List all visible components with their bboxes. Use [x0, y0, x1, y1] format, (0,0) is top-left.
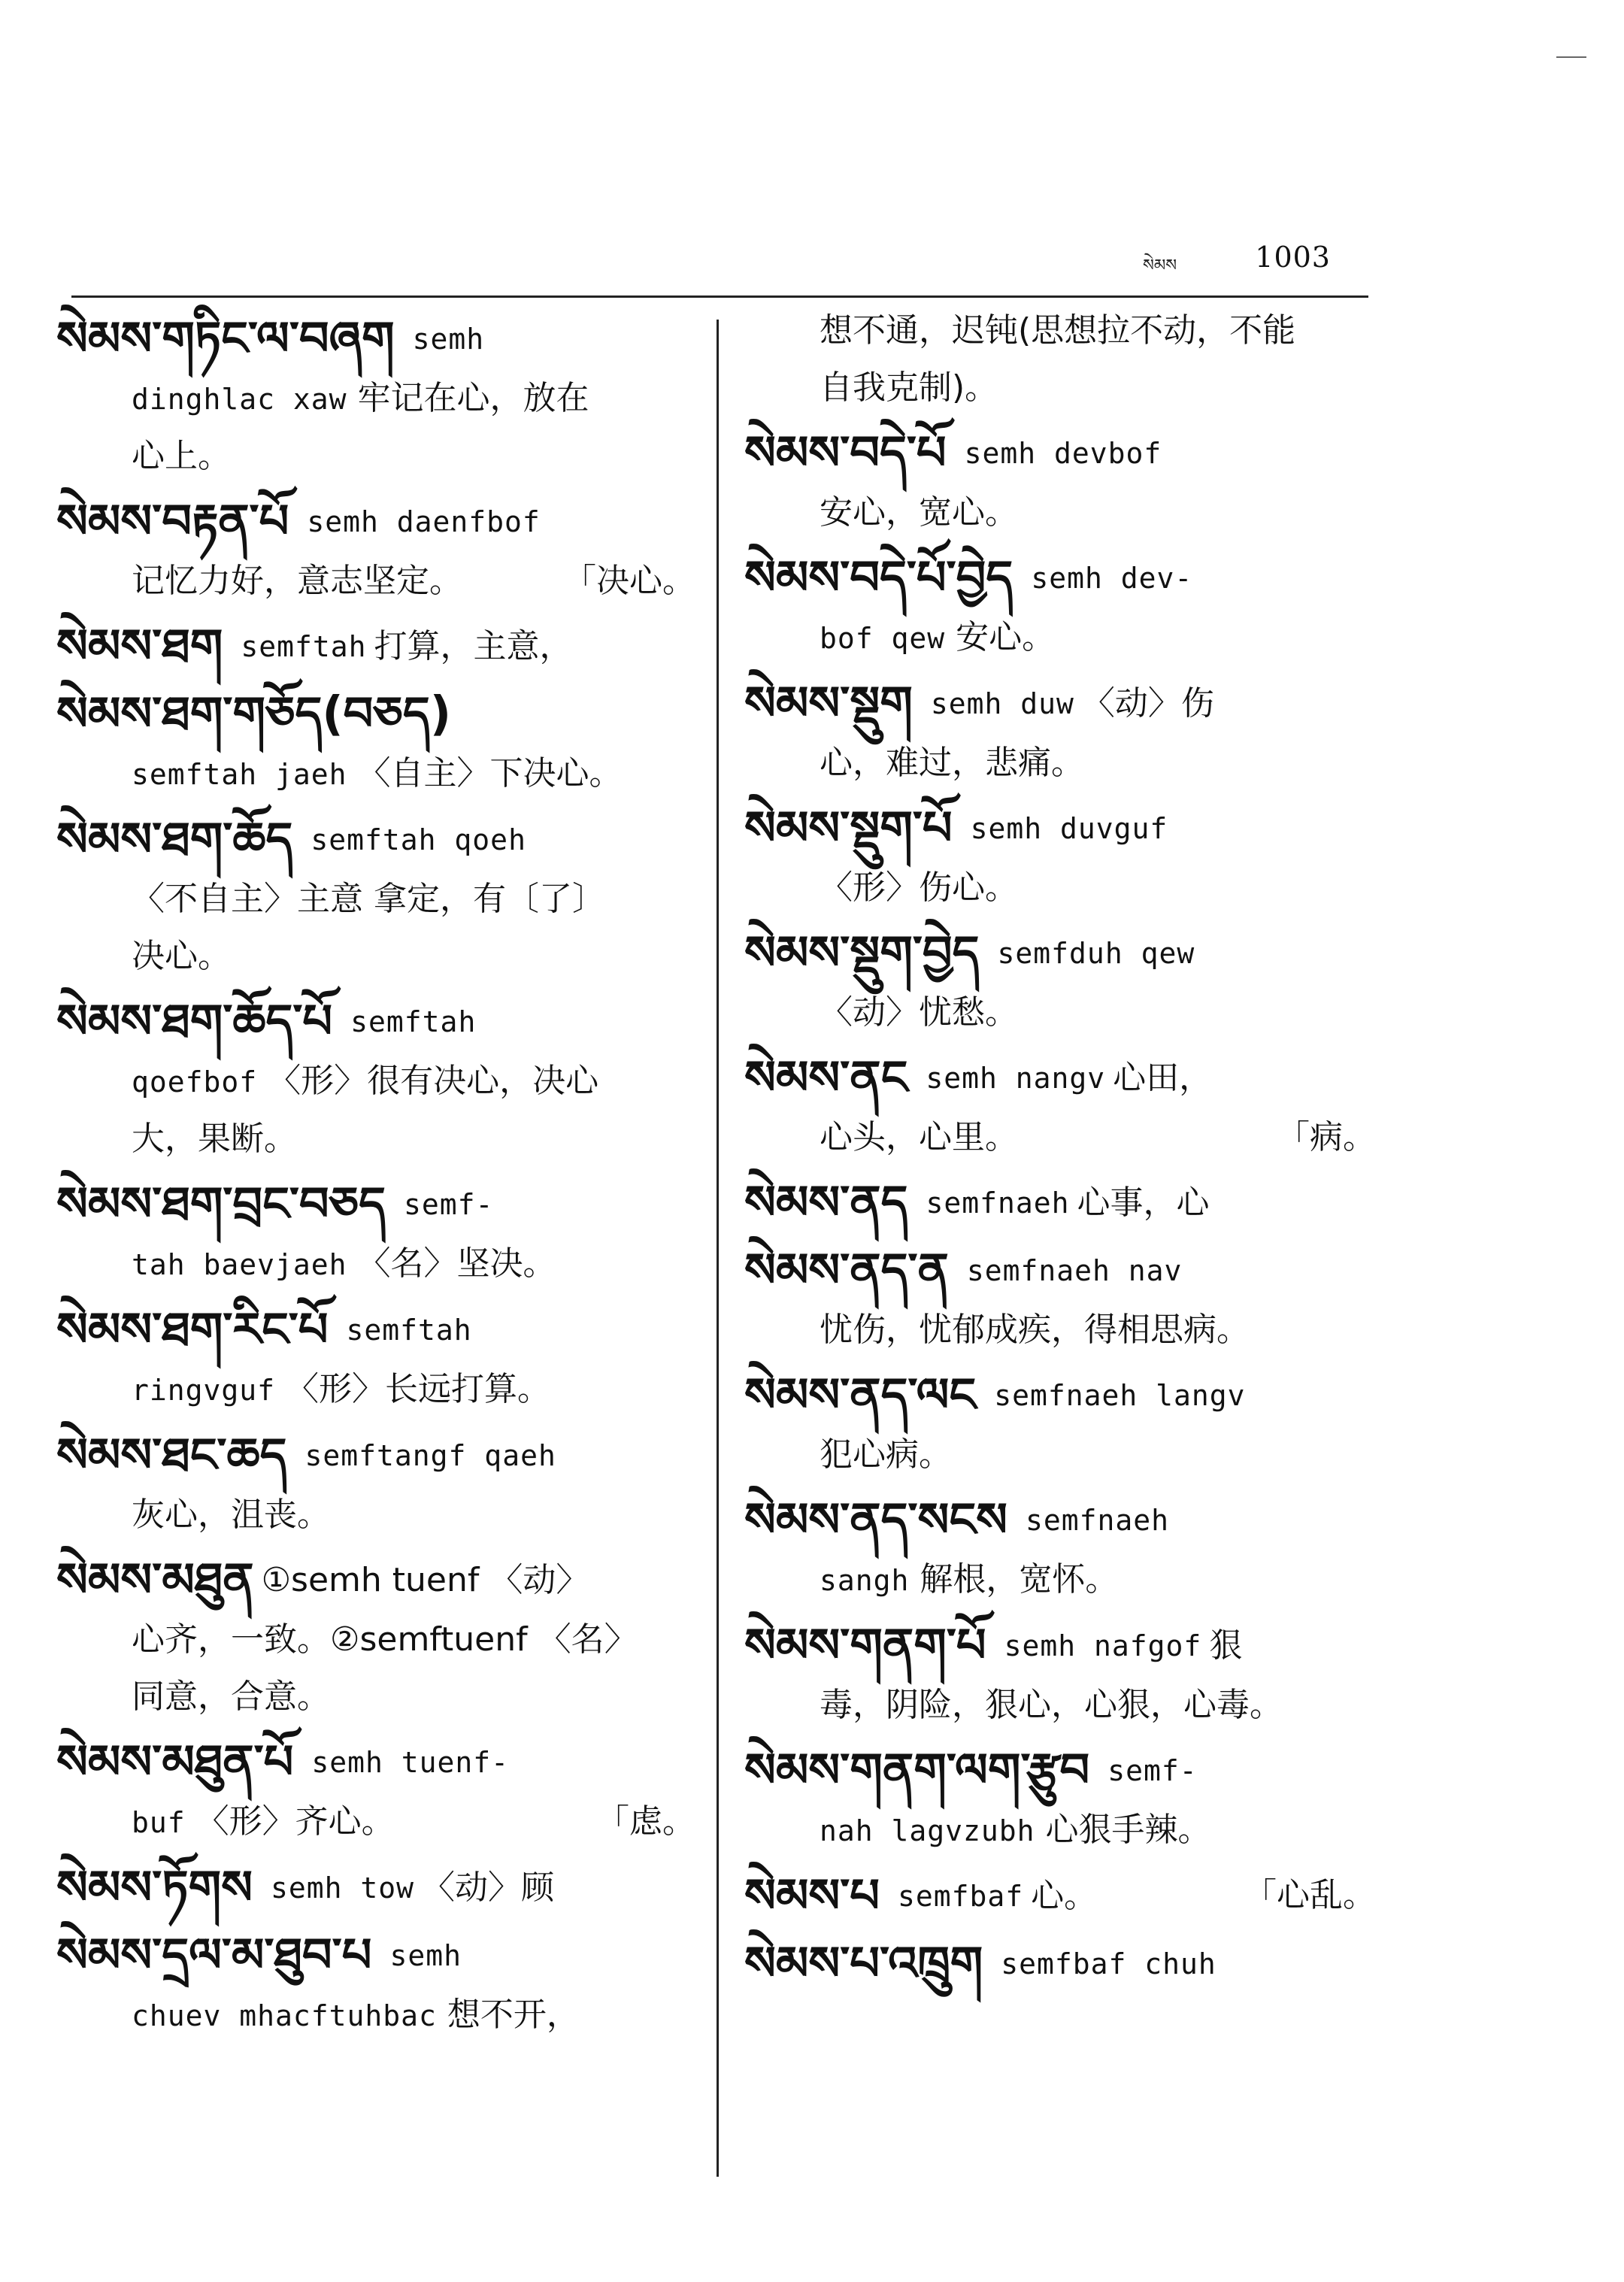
tibetan-headword: སེམས་མཐུན: [56, 1552, 254, 1608]
entry-continuation: [56, 1489, 695, 1541]
tibetan-headword: སེམས་ཐག་ཆོད་པོ: [56, 993, 333, 1049]
entry-continuation: [56, 430, 695, 483]
definition-text: 安心。: [945, 618, 1056, 656]
definition-text: 〈形〉伤心。: [820, 868, 1018, 907]
entry-continuation: [56, 1238, 695, 1291]
tibetan-headword: སེམས་གནག་ལག་རྩུབ: [744, 1742, 1090, 1798]
tibetan-headword: སེམས་གནག་པོ: [744, 1617, 986, 1673]
dictionary-entry: [744, 1236, 1376, 1356]
gloss: 心田，: [1113, 1058, 1213, 1097]
entry-continuation: [56, 555, 695, 608]
romanization: semftah: [241, 629, 367, 663]
definition-text: 记忆力好，意志坚定。: [132, 562, 462, 600]
entry-headline: [56, 680, 695, 747]
romanization: semfnaeh langv: [994, 1378, 1246, 1412]
romanization: semf-: [1107, 1753, 1198, 1787]
definition-text: 〈形〉齐心。: [185, 1802, 395, 1841]
entry-continuation: [56, 747, 695, 801]
dictionary-entry: [56, 1728, 695, 1849]
romanization: semh nafgof: [1004, 1629, 1202, 1662]
definition-text: 牢记在心，放在: [347, 379, 589, 417]
entry-continuation: [56, 1671, 695, 1723]
definition-text: 心头，心里。: [820, 1118, 1018, 1156]
left-column: [56, 305, 695, 2047]
tibetan-headword: སེམས་ནད: [744, 1174, 908, 1230]
tibetan-headword: སེམས་བདེ་པོ: [744, 425, 947, 480]
overflow-note: 「心乱。: [1244, 1876, 1376, 1914]
tibetan-headword: སེམས་དྲལ་མ་ཐུབ་པ: [56, 1927, 372, 1983]
definition-text: 心，难过，悲痛。: [820, 744, 1084, 782]
entry-headline: [56, 1546, 695, 1614]
romanization: semh dev-: [1031, 561, 1193, 595]
tibetan-headword: སེམས་པ: [744, 1868, 880, 1923]
margin-mark: [1556, 56, 1586, 58]
tibetan-headword: སེམས་ནད་ན: [744, 1242, 949, 1298]
romanization: semftah: [346, 1313, 472, 1347]
dictionary-entry: [744, 1611, 1376, 1732]
entry-continuation: [744, 1553, 1376, 1607]
dictionary-entry: [744, 419, 1376, 539]
header-rule: [71, 295, 1368, 298]
dictionary-entry: [744, 669, 1376, 789]
dictionary-entry: [744, 1486, 1376, 1607]
right-column: [744, 305, 1376, 1997]
tibetan-headword: སེམས་ནད་ལང: [744, 1367, 977, 1423]
tibetan-headword: སེམས་ཏོགས: [56, 1859, 253, 1915]
definition-text: 〈不自主〉主意 拿定，有〔了〕: [132, 880, 605, 918]
gloss: 〈动〉顾: [422, 1868, 554, 1907]
dictionary-entry: [56, 1546, 695, 1723]
page-number: 1003: [1255, 241, 1331, 274]
romanization: semfbaf chuh: [1001, 1947, 1216, 1980]
tibetan-headword: སེམས་བརྟན་པོ: [56, 493, 289, 549]
entry-continuation: [56, 1614, 695, 1666]
dictionary-entry: [56, 1921, 695, 2042]
entry-continuation: [56, 1989, 695, 2042]
entry-continuation: [744, 737, 1376, 789]
entry-headline: [56, 805, 695, 873]
entry-headline: [56, 1296, 695, 1363]
entry-headline: [744, 1486, 1376, 1553]
entry-headline: [56, 1421, 695, 1489]
dictionary-entry: [744, 544, 1376, 665]
gloss: 〈动〉伤: [1081, 683, 1214, 723]
entry-continuation: [744, 1111, 1376, 1164]
dictionary-entry: [744, 1736, 1376, 1857]
dictionary-entry: [744, 1044, 1376, 1164]
definition-text: 大，果断。: [132, 1120, 297, 1158]
running-head: སེམས: [1143, 256, 1177, 275]
romanization: semfnaeh: [1026, 1503, 1170, 1537]
entry-continuation: [744, 1429, 1376, 1481]
entry-headline: [56, 987, 695, 1055]
romanization: nah lagvzubh: [820, 1814, 1035, 1847]
entry-headline: [744, 919, 1376, 986]
definition-text: 毒，阴险，狠心，心狠，心毒。: [820, 1686, 1283, 1724]
dictionary-entry: [744, 794, 1376, 914]
romanization: semfnaeh: [926, 1186, 1070, 1220]
tibetan-headword: སེམས་མཐུན་པོ: [56, 1734, 294, 1790]
definition-text: 心上。: [132, 437, 231, 475]
dictionary-entry: [56, 305, 695, 483]
dictionary-entry: [56, 487, 695, 608]
dictionary-entry: [744, 919, 1376, 1039]
tibetan-headword: སེམས་ཐག་གཅོད(བཅད): [56, 686, 452, 741]
entry-continuation: [56, 1113, 695, 1165]
column-divider: [717, 320, 719, 2177]
tibetan-headword: སེམས་ནང: [744, 1050, 908, 1105]
romanization: semh tow: [270, 1871, 414, 1905]
dictionary-entry: [56, 1853, 695, 1921]
entry-continuation: [744, 1804, 1376, 1857]
definition-text: 犯心病。: [820, 1435, 952, 1474]
romanization: qoefbof: [132, 1065, 258, 1099]
definition-text: 〈形〉长远打算。: [275, 1370, 551, 1408]
definition-text: 决心。: [132, 937, 231, 975]
romanization: semftah jaeh: [132, 758, 347, 791]
definition-text: 〈自主〉下决心。: [347, 754, 623, 792]
definition-text: 想不开，: [436, 1996, 580, 2034]
entry-continuation: [744, 862, 1376, 914]
entry-headline: [744, 1044, 1376, 1111]
entry-headline: [56, 1728, 695, 1796]
dictionary-entry: [56, 987, 695, 1165]
entry-headline: [744, 1736, 1376, 1804]
dictionary-entry: [56, 612, 695, 680]
definition-text: 灰心，沮丧。: [132, 1496, 330, 1534]
entry-continuation: [744, 486, 1376, 539]
romanization: semh tuenf-: [311, 1745, 510, 1779]
entry-headline: [744, 1361, 1376, 1429]
entry-headline: [56, 1170, 695, 1238]
romanization: bof qew: [820, 622, 946, 655]
entry-continuation: [744, 611, 1376, 665]
gloss: 心。: [1031, 1876, 1098, 1915]
tibetan-headword: སེམས་སྡུག་བྱེད: [744, 925, 980, 980]
gloss: ①semh tuenf 〈动〉: [261, 1560, 589, 1599]
dictionary-entry: [744, 1862, 1376, 1929]
romanization: semf-: [403, 1187, 494, 1221]
definition-text: 〈名〉坚决。: [347, 1244, 556, 1283]
romanization: ringvguf: [132, 1374, 276, 1407]
definition-text: 解根，宽怀。: [909, 1560, 1119, 1599]
romanization: semh duw: [930, 686, 1074, 720]
romanization: sangh: [820, 1564, 910, 1597]
tibetan-headword: སེམས་བདེ་པོ་བྱེད: [744, 550, 1013, 605]
entry-continuation: [744, 986, 1376, 1039]
tibetan-headword: སེམས་སྡུག: [744, 675, 913, 731]
romanization: semfnaeh nav: [966, 1253, 1183, 1287]
entry-continuation: 想不通，迟钝(思想拉不动，不能: [820, 311, 1296, 350]
tibetan-headword: སེམས་ཐག་ཆོད: [56, 811, 293, 867]
tibetan-headword: སེམས་པ་འཁྲུག: [744, 1935, 983, 1991]
entry-continuation: [56, 873, 695, 926]
tibetan-headword: སེམས་ཐག: [56, 618, 223, 674]
entry-headline: [744, 794, 1376, 862]
definition-text: 〈动〉忧愁。: [820, 993, 1018, 1032]
gloss: 狠: [1209, 1626, 1243, 1665]
entry-headline: [56, 305, 695, 372]
entry-continuation: [56, 1055, 695, 1108]
romanization: semftah: [350, 1005, 477, 1038]
tibetan-headword: སེམས་ཐག་བྲང་བཅད: [56, 1176, 386, 1232]
romanization: tah baevjaeh: [132, 1248, 347, 1281]
romanization: chuev mhacftuhbac: [132, 1999, 437, 2032]
gloss: 心事，心: [1077, 1183, 1210, 1222]
romanization: semh nangv: [926, 1061, 1106, 1095]
entry-continuation: [744, 1679, 1376, 1732]
entry-headline: [56, 487, 695, 555]
entry-headline: [56, 1853, 695, 1921]
entry-headline: [56, 1921, 695, 1989]
dictionary-entry: [56, 805, 695, 983]
entry-continuation: [56, 930, 695, 983]
romanization: semh: [412, 322, 485, 356]
dictionary-entry: [56, 1170, 695, 1291]
definition-text: 同意，合意。: [132, 1677, 330, 1716]
dictionary-entry: [56, 680, 695, 801]
entry-headline: [744, 669, 1376, 737]
entry-continuation: [56, 372, 695, 426]
tibetan-headword: སེམས་ནད་སངས: [744, 1492, 1007, 1547]
page-header: [1128, 241, 1331, 286]
dictionary-entry: [56, 1421, 695, 1541]
tibetan-headword: སེམས་སྡུག་པོ: [744, 800, 953, 856]
definition-text: 安心，宽心。: [820, 493, 1018, 532]
romanization: semh daenfbof: [307, 505, 541, 538]
romanization: semh devbof: [964, 436, 1162, 470]
dictionary-entry: [744, 1168, 1376, 1236]
gloss: 打算，主意，: [374, 626, 573, 665]
tibetan-headword: སེམས་ཐང་ཆད: [56, 1427, 287, 1483]
entry-continuation: [744, 1304, 1376, 1356]
romanization: semh duvguf: [970, 811, 1168, 845]
entry-headline: [744, 419, 1376, 486]
entry-continuation: 自我克制)。: [820, 368, 998, 407]
entry-headline: [744, 544, 1376, 611]
definition-text: 忧伤，忧郁成疾，得相思病。: [820, 1311, 1250, 1349]
romanization: semfduh qew: [997, 936, 1195, 970]
entry-continuation: [56, 1363, 695, 1417]
definition-text: 心狠手辣。: [1035, 1811, 1211, 1849]
entry-headline: [744, 1236, 1376, 1304]
romanization: buf: [132, 1806, 186, 1839]
tibetan-headword: སེམས་གཏིང་ལ་བཞག: [56, 311, 395, 366]
romanization: semftangf qaeh: [304, 1438, 556, 1472]
romanization: semfbaf: [898, 1879, 1024, 1913]
romanization: semh: [389, 1938, 462, 1972]
entry-headline: [744, 1929, 1376, 1997]
dictionary-entry: [56, 1296, 695, 1417]
romanization: semftah qoeh: [311, 823, 526, 856]
overflow-note: 「决心。: [563, 562, 695, 600]
overflow-note: 「虑。: [596, 1802, 695, 1841]
entry-headline: [744, 1611, 1376, 1679]
dictionary-entry: [744, 1361, 1376, 1481]
romanization: dinghlac xaw: [132, 383, 347, 416]
entry-headline: [744, 1168, 1376, 1236]
tibetan-headword: སེམས་ཐག་རིང་པོ: [56, 1302, 329, 1357]
definition-text: 〈形〉很有决心，决心: [257, 1062, 599, 1100]
entry-continuation: [56, 1796, 695, 1849]
definition-text: 心齐，一致。②semftuenf 〈名〉: [132, 1620, 638, 1659]
entry-headline: [56, 612, 695, 680]
dictionary-entry: [744, 1929, 1376, 1997]
overflow-note: 「病。: [1277, 1118, 1376, 1156]
